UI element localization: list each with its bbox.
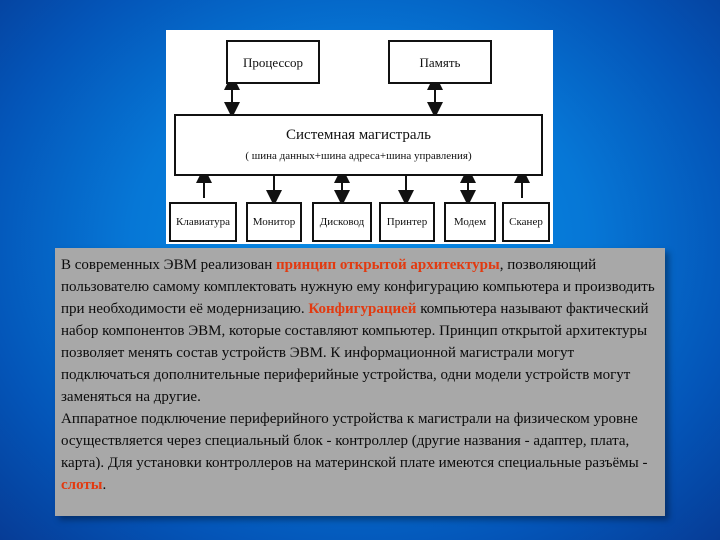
term-open-architecture: принцип открытой архитектуры [275,257,500,273]
device-keyboard [169,202,237,242]
device-label: Дисковод [319,215,365,228]
body-text-part: В современных ЭВМ реализован [61,257,276,273]
term-configuration: Конфигурацией [308,301,417,317]
device-label: Модем [453,215,487,228]
device-printer [379,202,435,242]
device-modem [444,202,496,242]
device-monitor [246,202,302,242]
bus-subtitle: ( шина данных+шина адреса+шина управления) [245,150,472,162]
term-slots: слоты [61,477,103,493]
body-text-part: . [102,477,107,493]
device-label: Клавиатура [176,215,230,228]
architecture-diagram [166,30,553,244]
memory-label: Память [419,54,461,70]
processor-label: Процессор [243,54,303,70]
body-text-part: компьютера называют фактический набор компонентов ЭВМ, которые составляют компьютер. Принцип открытой архитектуры позволяет менять состав устройств ЭВМ. К информационной магистрали могут подключаться дополнительные периферийные устройства, одни модели устройств могут заменяться на другие. [61,301,649,405]
body-text [61,254,659,496]
bus-title: Системная магистраль [286,127,431,143]
processor-box [226,40,320,84]
device-drive [312,202,372,242]
device-scanner [502,202,550,242]
device-label: Монитор [252,215,296,228]
system-bus-box [174,114,543,176]
body-text-part: , позволяющий пользователю самому комплектовать нужную ему конфигурацию компьютера и производить при необходимости её модернизацию. [61,257,655,317]
device-label: Принтер [386,215,428,228]
body-text-part: Аппаратное подключение периферийного устройства к магистрали на физическом уровне осуществляется через специальный блок - контроллер (другие названия - адаптер, плата, карта). Для установки контроллеров на материнской плате имеются специальные разъёмы - [61,411,648,471]
device-label: Сканер [509,215,543,228]
memory-box [388,40,492,84]
